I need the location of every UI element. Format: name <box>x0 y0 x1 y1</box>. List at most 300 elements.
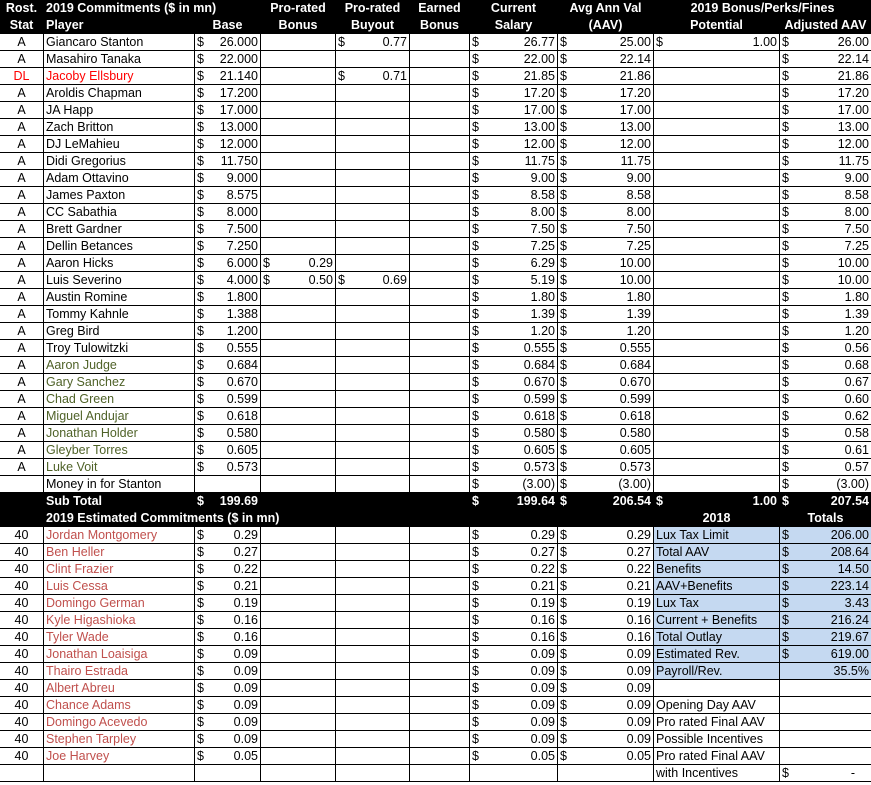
cell-aav[interactable] <box>558 595 654 612</box>
cell-aav[interactable] <box>558 221 654 238</box>
cell-stat[interactable]: A <box>0 221 44 238</box>
cell-potential[interactable] <box>654 221 780 238</box>
cell-aav[interactable] <box>558 272 654 289</box>
summary-label[interactable]: Pro rated Final AAV <box>654 748 780 765</box>
cell-adjusted[interactable] <box>780 119 871 136</box>
cell-bonus[interactable] <box>261 153 336 170</box>
cell-buyout[interactable] <box>336 442 410 459</box>
cell-base[interactable] <box>195 697 261 714</box>
cell-adjusted[interactable] <box>780 51 871 68</box>
cell-salary[interactable] <box>470 85 558 102</box>
cell-bonus[interactable] <box>261 476 336 493</box>
cell-adjusted[interactable] <box>780 204 871 221</box>
cell-earned[interactable] <box>410 34 470 51</box>
cell-stat[interactable] <box>0 765 44 782</box>
cell-earned[interactable] <box>410 136 470 153</box>
cell-base[interactable] <box>195 544 261 561</box>
cell-salary[interactable] <box>470 663 558 680</box>
cell-buyout[interactable] <box>336 697 410 714</box>
cell-stat[interactable]: A <box>0 374 44 391</box>
cell-aav[interactable] <box>558 374 654 391</box>
cell-aav[interactable] <box>558 204 654 221</box>
cell-buyout[interactable] <box>336 306 410 323</box>
summary-value[interactable] <box>780 731 871 748</box>
cell-earned[interactable] <box>410 612 470 629</box>
cell-stat[interactable]: 40 <box>0 544 44 561</box>
cell-aav[interactable] <box>558 187 654 204</box>
cell-base[interactable] <box>195 765 261 782</box>
cell-salary[interactable] <box>470 748 558 765</box>
cell-base[interactable] <box>195 306 261 323</box>
cell-salary[interactable] <box>470 255 558 272</box>
cell-salary[interactable] <box>470 765 558 782</box>
cell-player[interactable]: Aroldis Chapman <box>44 85 195 102</box>
cell-earned[interactable] <box>410 85 470 102</box>
cell-potential[interactable] <box>654 391 780 408</box>
cell-earned[interactable] <box>410 731 470 748</box>
cell-adjusted[interactable] <box>780 153 871 170</box>
summary-label[interactable]: Lux Tax <box>654 595 780 612</box>
cell-salary[interactable] <box>470 680 558 697</box>
cell-base[interactable] <box>195 272 261 289</box>
cell-aav[interactable] <box>558 34 654 51</box>
cell-player[interactable]: Aaron Hicks <box>44 255 195 272</box>
cell-player[interactable]: Clint Frazier <box>44 561 195 578</box>
cell-base[interactable] <box>195 476 261 493</box>
cell-base[interactable] <box>195 425 261 442</box>
cell-stat[interactable] <box>0 476 44 493</box>
cell-aav[interactable] <box>558 408 654 425</box>
cell-adjusted[interactable] <box>780 408 871 425</box>
cell-base[interactable] <box>195 561 261 578</box>
cell-stat[interactable]: 40 <box>0 697 44 714</box>
cell-player[interactable]: Gleyber Torres <box>44 442 195 459</box>
cell-stat[interactable]: A <box>0 459 44 476</box>
cell-bonus[interactable] <box>261 323 336 340</box>
cell-adjusted[interactable] <box>780 68 871 85</box>
cell-buyout[interactable] <box>336 289 410 306</box>
cell-earned[interactable] <box>410 680 470 697</box>
cell-stat[interactable]: 40 <box>0 714 44 731</box>
cell-aav[interactable] <box>558 323 654 340</box>
cell-adjusted[interactable] <box>780 34 871 51</box>
cell-buyout[interactable] <box>336 187 410 204</box>
cell-base[interactable] <box>195 680 261 697</box>
summary-value[interactable]: 35.5% <box>780 663 871 680</box>
cell-player[interactable]: Luis Cessa <box>44 578 195 595</box>
cell-earned[interactable] <box>410 170 470 187</box>
subtotal-salary[interactable] <box>470 493 558 510</box>
cell-aav[interactable] <box>558 765 654 782</box>
cell-stat[interactable]: A <box>0 187 44 204</box>
cell-earned[interactable] <box>410 119 470 136</box>
cell-base[interactable] <box>195 527 261 544</box>
cell-buyout[interactable] <box>336 119 410 136</box>
cell-aav[interactable] <box>558 306 654 323</box>
cell-earned[interactable] <box>410 459 470 476</box>
cell-bonus[interactable] <box>261 187 336 204</box>
cell-player[interactable]: Jonathan Holder <box>44 425 195 442</box>
cell-base[interactable] <box>195 646 261 663</box>
cell-earned[interactable] <box>410 595 470 612</box>
cell-potential[interactable] <box>654 136 780 153</box>
subtotal-adjusted[interactable] <box>780 493 871 510</box>
cell-salary[interactable] <box>470 187 558 204</box>
cell-salary[interactable] <box>470 374 558 391</box>
cell-player[interactable]: Greg Bird <box>44 323 195 340</box>
cell-base[interactable] <box>195 51 261 68</box>
summary-value[interactable] <box>780 527 871 544</box>
cell-salary[interactable] <box>470 425 558 442</box>
cell-player[interactable]: Joe Harvey <box>44 748 195 765</box>
cell-potential[interactable] <box>654 425 780 442</box>
cell-aav[interactable] <box>558 68 654 85</box>
cell-aav[interactable] <box>558 238 654 255</box>
cell-potential[interactable] <box>654 289 780 306</box>
summary-totals[interactable]: Totals <box>780 510 871 527</box>
cell-base[interactable] <box>195 442 261 459</box>
cell-stat[interactable]: A <box>0 136 44 153</box>
cell-player[interactable]: DJ LeMahieu <box>44 136 195 153</box>
cell-stat[interactable]: 40 <box>0 527 44 544</box>
subtotal-base[interactable] <box>195 493 261 510</box>
cell-salary[interactable] <box>470 323 558 340</box>
cell-player[interactable]: Stephen Tarpley <box>44 731 195 748</box>
cell-base[interactable] <box>195 68 261 85</box>
cell-bonus[interactable] <box>261 255 336 272</box>
summary-label[interactable]: Current + Benefits <box>654 612 780 629</box>
cell-bonus[interactable] <box>261 102 336 119</box>
cell-base[interactable] <box>195 289 261 306</box>
cell-player[interactable]: Ben Heller <box>44 544 195 561</box>
cell-base[interactable] <box>195 323 261 340</box>
cell-base[interactable] <box>195 714 261 731</box>
cell-stat[interactable]: A <box>0 102 44 119</box>
cell-bonus[interactable] <box>261 425 336 442</box>
cell-base[interactable] <box>195 578 261 595</box>
cell-stat[interactable] <box>0 510 44 527</box>
cell-player[interactable]: Didi Gregorius <box>44 153 195 170</box>
cell-base[interactable] <box>195 238 261 255</box>
hdr-earned[interactable]: Earned <box>410 0 470 17</box>
cell-base[interactable] <box>195 340 261 357</box>
cell-earned[interactable] <box>410 629 470 646</box>
summary-value[interactable] <box>780 748 871 765</box>
cell-salary[interactable] <box>470 306 558 323</box>
cell-potential[interactable] <box>654 255 780 272</box>
hdr-player[interactable]: Player <box>44 17 195 34</box>
cell-aav[interactable] <box>558 629 654 646</box>
cell-base[interactable] <box>195 391 261 408</box>
cell-aav[interactable] <box>558 663 654 680</box>
summary-label[interactable] <box>654 680 780 697</box>
cell-earned[interactable] <box>410 374 470 391</box>
cell-base[interactable] <box>195 136 261 153</box>
cell-adjusted[interactable] <box>780 357 871 374</box>
cell-player[interactable]: Gary Sanchez <box>44 374 195 391</box>
cell-player[interactable]: Domingo German <box>44 595 195 612</box>
cell-aav[interactable] <box>558 714 654 731</box>
cell-potential[interactable] <box>654 102 780 119</box>
cell-stat[interactable]: A <box>0 442 44 459</box>
cell-salary[interactable] <box>470 459 558 476</box>
cell-aav[interactable] <box>558 527 654 544</box>
cell-player[interactable]: James Paxton <box>44 187 195 204</box>
cell-stat[interactable]: A <box>0 425 44 442</box>
cell-bonus[interactable] <box>261 459 336 476</box>
cell-player[interactable]: Jonathan Loaisiga <box>44 646 195 663</box>
cell-base[interactable] <box>195 731 261 748</box>
cell-stat[interactable]: A <box>0 391 44 408</box>
subtotal-potential[interactable] <box>654 493 780 510</box>
cell-buyout[interactable] <box>336 544 410 561</box>
cell-buyout[interactable] <box>336 136 410 153</box>
cell-earned[interactable] <box>410 663 470 680</box>
cell-aav[interactable] <box>558 561 654 578</box>
cell-buyout[interactable] <box>336 221 410 238</box>
cell-salary[interactable] <box>470 476 558 493</box>
cell-buyout[interactable] <box>336 476 410 493</box>
cell-bonus[interactable] <box>261 629 336 646</box>
summary-value[interactable] <box>780 578 871 595</box>
cell-player[interactable]: Chad Green <box>44 391 195 408</box>
cell-buyout[interactable] <box>336 578 410 595</box>
cell-buyout[interactable] <box>336 595 410 612</box>
cell-player[interactable]: Chance Adams <box>44 697 195 714</box>
cell-base[interactable] <box>195 663 261 680</box>
summary-value[interactable] <box>780 544 871 561</box>
cell-aav[interactable] <box>558 612 654 629</box>
cell-potential[interactable] <box>654 85 780 102</box>
cell-bonus[interactable] <box>261 170 336 187</box>
cell-player[interactable]: Luis Severino <box>44 272 195 289</box>
cell-salary[interactable] <box>470 170 558 187</box>
cell-salary[interactable] <box>470 68 558 85</box>
summary-label[interactable]: Opening Day AAV <box>654 697 780 714</box>
cell-potential[interactable] <box>654 408 780 425</box>
cell-buyout[interactable] <box>336 765 410 782</box>
cell-aav[interactable] <box>558 442 654 459</box>
cell-aav[interactable] <box>558 476 654 493</box>
cell-bonus[interactable] <box>261 578 336 595</box>
cell-stat[interactable]: 40 <box>0 578 44 595</box>
cell-stat[interactable]: 40 <box>0 731 44 748</box>
cell-stat[interactable]: A <box>0 408 44 425</box>
cell-salary[interactable] <box>470 136 558 153</box>
cell-player[interactable]: Aaron Judge <box>44 357 195 374</box>
cell-buyout[interactable] <box>336 85 410 102</box>
cell-buyout[interactable] <box>336 340 410 357</box>
cell-player[interactable]: Tommy Kahnle <box>44 306 195 323</box>
cell-player[interactable]: Kyle Higashioka <box>44 612 195 629</box>
cell-bonus[interactable] <box>261 136 336 153</box>
cell-stat[interactable]: A <box>0 238 44 255</box>
cell-buyout[interactable] <box>336 561 410 578</box>
cell-potential[interactable] <box>654 374 780 391</box>
cell-buyout[interactable] <box>336 204 410 221</box>
cell-buyout[interactable] <box>336 408 410 425</box>
summary-value[interactable] <box>780 612 871 629</box>
cell-buyout[interactable] <box>336 748 410 765</box>
cell-potential[interactable] <box>654 238 780 255</box>
cell-adjusted[interactable] <box>780 391 871 408</box>
cell-adjusted[interactable] <box>780 442 871 459</box>
cell-aav[interactable] <box>558 289 654 306</box>
cell-player[interactable]: Luke Voit <box>44 459 195 476</box>
cell-aav[interactable] <box>558 544 654 561</box>
cell-earned[interactable] <box>410 391 470 408</box>
summary-label[interactable]: Total Outlay <box>654 629 780 646</box>
cell-potential[interactable] <box>654 68 780 85</box>
cell-adjusted[interactable] <box>780 255 871 272</box>
cell-bonus[interactable] <box>261 272 336 289</box>
cell-bonus[interactable] <box>261 374 336 391</box>
cell-earned[interactable] <box>410 340 470 357</box>
cell-potential[interactable] <box>654 272 780 289</box>
cell-earned[interactable] <box>410 544 470 561</box>
cell-earned[interactable] <box>410 51 470 68</box>
summary-value[interactable] <box>780 697 871 714</box>
cell-salary[interactable] <box>470 612 558 629</box>
cell-earned[interactable] <box>410 323 470 340</box>
cell-salary[interactable] <box>470 102 558 119</box>
cell-player[interactable]: Giancaro Stanton <box>44 34 195 51</box>
cell-stat[interactable]: 40 <box>0 612 44 629</box>
cell-base[interactable] <box>195 34 261 51</box>
cell-player[interactable]: Jacoby Ellsbury <box>44 68 195 85</box>
cell-adjusted[interactable] <box>780 340 871 357</box>
cell-earned[interactable] <box>410 306 470 323</box>
cell-potential[interactable] <box>654 153 780 170</box>
cell-bonus[interactable] <box>261 391 336 408</box>
cell-aav[interactable] <box>558 153 654 170</box>
cell-stat[interactable]: 40 <box>0 629 44 646</box>
cell-adjusted[interactable] <box>780 425 871 442</box>
cell-bonus[interactable] <box>261 408 336 425</box>
cell-base[interactable] <box>195 102 261 119</box>
cell-stat[interactable]: 40 <box>0 680 44 697</box>
cell-salary[interactable] <box>470 340 558 357</box>
summary-value[interactable] <box>780 765 871 782</box>
cell-potential[interactable] <box>654 187 780 204</box>
cell-base[interactable] <box>195 357 261 374</box>
cell-bonus[interactable] <box>261 646 336 663</box>
cell-buyout[interactable] <box>336 612 410 629</box>
cell-bonus[interactable] <box>261 731 336 748</box>
summary-label[interactable]: Total AAV <box>654 544 780 561</box>
cell-potential[interactable] <box>654 340 780 357</box>
cell-earned[interactable] <box>410 68 470 85</box>
subtotal-label[interactable]: Sub Total <box>44 493 195 510</box>
cell-buyout[interactable] <box>336 272 410 289</box>
cell-bonus[interactable] <box>261 357 336 374</box>
summary-value[interactable] <box>780 680 871 697</box>
cell-salary[interactable] <box>470 442 558 459</box>
cell-aav[interactable] <box>558 459 654 476</box>
cell-salary[interactable] <box>470 153 558 170</box>
cell-earned[interactable] <box>410 476 470 493</box>
hdr-stat[interactable]: Stat <box>0 17 44 34</box>
cell-potential[interactable] <box>654 170 780 187</box>
summary-value[interactable] <box>780 561 871 578</box>
cell-stat[interactable]: A <box>0 153 44 170</box>
hdr-prorated-buyout[interactable]: Pro-rated <box>336 0 410 17</box>
cell-adjusted[interactable] <box>780 459 871 476</box>
cell-stat[interactable]: 40 <box>0 561 44 578</box>
cell-earned[interactable] <box>410 204 470 221</box>
cell-aav[interactable] <box>558 119 654 136</box>
cell-bonus[interactable] <box>261 51 336 68</box>
cell-player[interactable]: Adam Ottavino <box>44 170 195 187</box>
cell-buyout[interactable] <box>336 34 410 51</box>
cell-player[interactable]: Troy Tulowitzki <box>44 340 195 357</box>
cell-stat[interactable]: A <box>0 119 44 136</box>
summary-label[interactable]: Estimated Rev. <box>654 646 780 663</box>
cell-stat[interactable]: A <box>0 204 44 221</box>
cell-player[interactable]: Brett Gardner <box>44 221 195 238</box>
cell-aav[interactable] <box>558 102 654 119</box>
cell-salary[interactable] <box>470 238 558 255</box>
hdr-prorated-bonus[interactable]: Pro-rated <box>261 0 336 17</box>
cell-salary[interactable] <box>470 595 558 612</box>
cell-stat[interactable]: 40 <box>0 663 44 680</box>
cell-adjusted[interactable] <box>780 289 871 306</box>
cell-salary[interactable] <box>470 714 558 731</box>
cell-potential[interactable] <box>654 51 780 68</box>
cell-aav[interactable] <box>558 51 654 68</box>
cell-buyout[interactable] <box>336 731 410 748</box>
cell-base[interactable] <box>195 187 261 204</box>
cell-aav[interactable] <box>558 646 654 663</box>
cell-stat[interactable]: A <box>0 255 44 272</box>
cell-adjusted[interactable] <box>780 221 871 238</box>
cell-salary[interactable] <box>470 578 558 595</box>
hdr-potential[interactable]: Potential <box>654 17 780 34</box>
cell-bonus[interactable] <box>261 595 336 612</box>
cell-aav[interactable] <box>558 680 654 697</box>
cell-buyout[interactable] <box>336 170 410 187</box>
summary-value[interactable] <box>780 595 871 612</box>
cell-aav[interactable] <box>558 391 654 408</box>
cell-bonus[interactable] <box>261 442 336 459</box>
cell-salary[interactable] <box>470 629 558 646</box>
cell-bonus[interactable] <box>261 34 336 51</box>
summary-label[interactable]: AAV+Benefits <box>654 578 780 595</box>
cell-bonus[interactable] <box>261 765 336 782</box>
cell-stat[interactable]: 40 <box>0 595 44 612</box>
cell-stat[interactable]: A <box>0 51 44 68</box>
cell-earned[interactable] <box>410 272 470 289</box>
cell-player[interactable]: Albert Abreu <box>44 680 195 697</box>
cell-salary[interactable] <box>470 646 558 663</box>
cell-adjusted[interactable] <box>780 306 871 323</box>
cell-earned[interactable] <box>410 765 470 782</box>
cell-player[interactable]: CC Sabathia <box>44 204 195 221</box>
hdr-title[interactable]: 2019 Commitments ($ in mn) <box>44 0 261 17</box>
cell-bonus[interactable] <box>261 748 336 765</box>
cell-bonus[interactable] <box>261 238 336 255</box>
cell-earned[interactable] <box>410 238 470 255</box>
cell-stat[interactable]: A <box>0 85 44 102</box>
cell-aav[interactable] <box>558 136 654 153</box>
cell-adjusted[interactable] <box>780 272 871 289</box>
summary-label[interactable]: Lux Tax Limit <box>654 527 780 544</box>
cell-player[interactable]: JA Happ <box>44 102 195 119</box>
hdr-rost[interactable]: Rost. <box>0 0 44 17</box>
cell-salary[interactable] <box>470 34 558 51</box>
cell-potential[interactable] <box>654 34 780 51</box>
summary-label[interactable]: Possible Incentives <box>654 731 780 748</box>
